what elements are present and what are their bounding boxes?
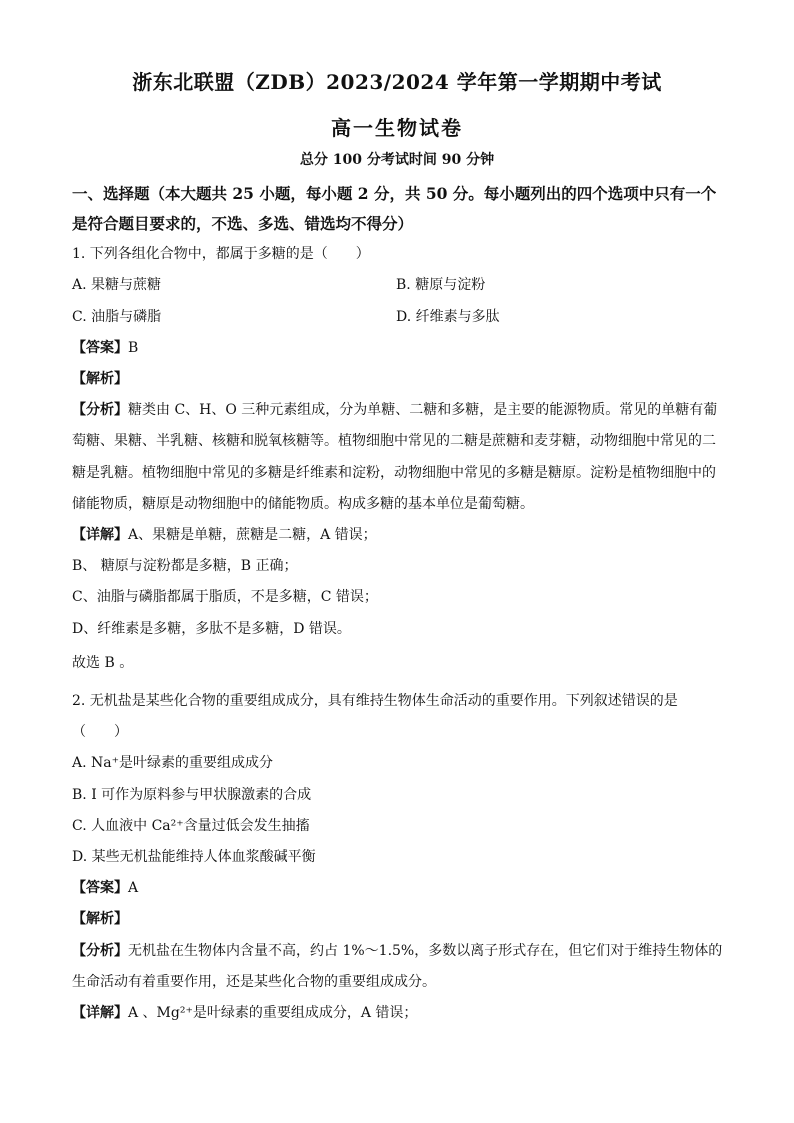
q1-stem: 1. 下列各组化合物中，都属于多糖的是（ ） <box>72 246 370 262</box>
q2-detail-text-1: A 、Mg²⁺是叶绿素的重要组成成分，A 错误； <box>128 1005 418 1021</box>
q2-stem-line-1: 2. 无机盐是某些化合物的重要组成成分，具有维持生物体生命活动的重要作用。下列叙述错误的是 <box>72 693 678 709</box>
q1-fenxi-line-3: 糖是乳糖。植物细胞中常见的多糖是纤维素和淀粉，动物细胞中常见的多糖是糖原。淀粉是植物细胞中的 <box>72 465 716 481</box>
section-heading-line-1: 一、选择题（本大题共 25 小题，每小题 2 分，共 50 分。每小题列出的四个选项中只有一个 <box>72 184 717 203</box>
q1-option-c: C. 油脂与磷脂 <box>72 309 162 325</box>
answer-label: 【答案】 <box>72 880 128 896</box>
q1-detail-text-1: A、果糖是单糖，蔗糖是二糖，A 错误； <box>128 527 377 543</box>
analysis-label: 【解析】 <box>72 911 128 927</box>
q1-analysis-label <box>72 369 128 389</box>
analysis-label: 【解析】 <box>72 371 128 387</box>
q2-option-d: D. 某些无机盐能维持人体血浆酸碱平衡 <box>72 849 316 865</box>
section-heading <box>72 179 722 239</box>
q1-detail-line-3: C、油脂与磷脂都属于脂质，不是多糖，C 错误； <box>72 589 378 605</box>
q1-option-a: A. 果糖与蔗糖 <box>72 277 162 293</box>
exam-title: 浙东北联盟（ZDB）2023/2024 学年第一学期期中考试 <box>132 70 662 94</box>
q1-fenxi-line-2: 萄糖、果糖、半乳糖、核糖和脱氧核糖等。植物细胞中常见的二糖是蔗糖和麦芽糖，动物细胞中常见的二 <box>72 433 716 449</box>
q1-option-d: D. 纤维素与多肽 <box>396 309 500 325</box>
q2-detail-line-1 <box>72 1003 417 1023</box>
q1-detail-line-2: B、 糖原与淀粉都是多糖，B 正确； <box>72 558 298 574</box>
section-heading-line-2: 是符合题目要求的，不选、多选、错选均不得分） <box>72 214 414 233</box>
q2-option-b: B. I 可作为原料参与甲状腺激素的合成 <box>72 787 312 803</box>
fenxi-label: 【分析】 <box>72 402 128 418</box>
q2-option-a: A. Na⁺是叶绿素的重要组成成分 <box>72 755 273 771</box>
q2-fenxi-line-1 <box>72 941 722 961</box>
q2-answer <box>72 878 138 898</box>
q1-detail-line-1 <box>72 525 377 545</box>
detail-label: 【详解】 <box>72 1005 128 1021</box>
detail-label: 【详解】 <box>72 527 128 543</box>
exam-meta: 总分 100 分考试时间 90 分钟 <box>299 152 495 168</box>
answer-label: 【答案】 <box>72 340 128 356</box>
q2-analysis-label <box>72 909 128 929</box>
q1-conclusion: 故选 B 。 <box>72 655 134 671</box>
q1-option-b: B. 糖原与淀粉 <box>396 277 486 293</box>
q2-answer-value: A <box>128 880 139 896</box>
exam-subject: 高一生物试卷 <box>331 116 463 140</box>
q2-fenxi-text-1: 无机盐在生物体内含量不高，约占 1%～1.5%，多数以离子形式存在，但它们对于维持生物体的 <box>128 943 723 959</box>
q2-stem-line-2: （ ） <box>72 724 128 740</box>
fenxi-label: 【分析】 <box>72 943 128 959</box>
q1-fenxi-text-1: 糖类由 C、H、O 三种元素组成，分为单糖、二糖和多糖，是主要的能源物质。常见的单糖有葡 <box>128 402 718 418</box>
q1-fenxi-line-1 <box>72 400 717 420</box>
q2-option-c: C. 人血液中 Ca²⁺含量过低会发生抽搐 <box>72 818 310 834</box>
q1-detail-line-4: D、纤维素是多糖，多肽不是多糖，D 错误。 <box>72 621 351 637</box>
q1-answer-value: B <box>128 340 139 356</box>
q1-answer <box>72 338 138 358</box>
q1-fenxi-line-4: 储能物质，糖原是动物细胞中的储能物质。构成多糖的基本单位是葡萄糖。 <box>72 496 534 512</box>
q2-fenxi-line-2: 生命活动有着重要作用，还是某些化合物的重要组成成分。 <box>72 974 436 990</box>
